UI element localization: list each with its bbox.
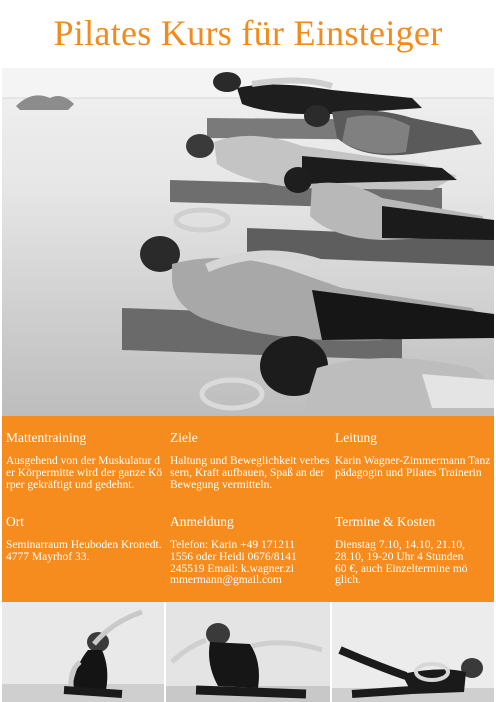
section-text: Dienstag 7.10, 14.10, 21.10, 28.10, 19-20 Uhr 4 Stunden 60 €, auch Einzeltermine möglich. <box>335 539 468 587</box>
section-text: Telefon: Karin +49 1712111556 oder Heidi 0676/8141245519 Email: k.wagner.zimmermann@gmail.com <box>170 539 297 587</box>
photo-side-bend <box>2 602 164 702</box>
page-title: Pilates Kurs für Einsteiger <box>53 13 443 53</box>
section-leitung <box>335 430 493 480</box>
pilates-group-image <box>2 68 494 416</box>
section-text: Haltung und Beweglichkeit verbessern, Kraft aufbauen, Spaß an der Bewegung vermitteln. <box>170 455 330 491</box>
section-ort <box>6 514 164 564</box>
hero-photo <box>2 68 494 416</box>
section-text: Seminarraum Heuboden Kronedt. 4777 Mayrhof 33. <box>6 539 162 563</box>
section-heading: Mattentraining <box>6 430 87 445</box>
section-heading: Termine & Kosten <box>335 514 436 529</box>
photo-leg-lift <box>332 602 494 702</box>
section-ziele <box>170 430 330 491</box>
section-text: Karin Wagner-Zimmermann Tanzpädagogin und Pilates Trainerin <box>335 455 491 479</box>
section-text: Ausgehend von der Muskulatur der Körpermitte wird der ganze Körper gekräftigt und gedehnt. <box>6 455 163 491</box>
section-heading: Leitung <box>335 430 377 445</box>
section-heading: Ziele <box>170 430 198 445</box>
section-anmeldung <box>170 514 300 587</box>
section-heading: Anmeldung <box>170 514 234 529</box>
section-termine <box>335 514 471 587</box>
info-panel <box>2 416 494 602</box>
section-heading: Ort <box>6 514 24 529</box>
section-mattentraining <box>6 430 164 491</box>
photo-twist <box>166 602 330 702</box>
